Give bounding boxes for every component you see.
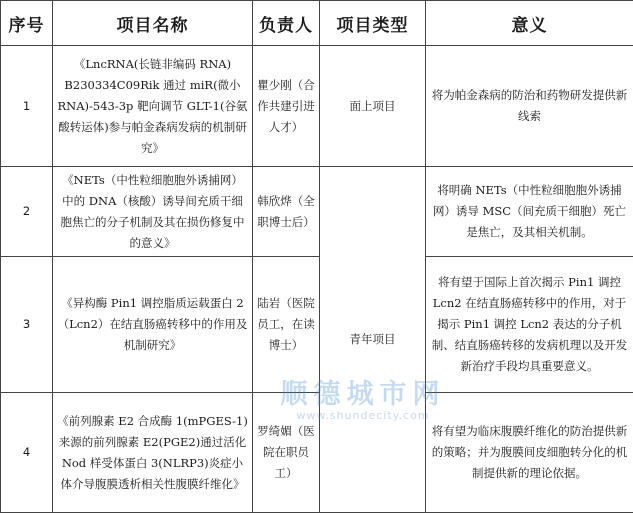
project-title: 《前列腺素 E2 合成酶 1(mPGES-1)来源的前列腺素 E2(PGE2)通过活化 Nod 样受体蛋白 3(NLRP3)炎症小体介导腹膜透析相关性腹膜纤维化》 [53, 393, 253, 513]
header-meaning: 意义 [426, 1, 633, 46]
project-owner: 瞿少刚（合作共建引进人才） [253, 46, 320, 167]
watermark-site-name: 顺德城市网 [258, 372, 468, 411]
project-owner: 陆岩（医院员工，在读博士） [253, 257, 320, 393]
table-header-row [1, 1, 633, 46]
table-row [1, 257, 633, 393]
project-meaning: 将明确 NETs（中性粒细胞胞外诱捕网）诱导 MSC（间充质干细胞）死亡是焦亡，及其相关机制。 [426, 167, 633, 257]
header-type: 项目类型 [320, 1, 426, 46]
header-title: 项目名称 [53, 1, 253, 46]
table-row [1, 393, 633, 513]
project-meaning: 将有望为临床腹膜纤维化的防治提供新的策略；并为腹膜间皮细胞转分化的机制提供新的理论依据。 [426, 393, 633, 513]
row-number: 2 [1, 167, 53, 257]
project-meaning: 将为帕金森病的防治和药物研发提供新线索 [426, 46, 633, 167]
table-row [1, 167, 633, 257]
header-owner: 负责人 [253, 1, 320, 46]
project-owner: 韩欣烨（全职博士后） [253, 167, 320, 257]
watermark-url: www.shundecity.com [258, 409, 468, 422]
project-meaning: 将有望于国际上首次揭示 Pin1 调控 Lcn2 在结直肠癌转移中的作用，对于揭示 Pin1 调控 Lcn2 表达的分子机制、结直肠癌转移的发病机理以及开发新治疗手段均具重要意义。 [426, 257, 633, 393]
table-row [1, 46, 633, 167]
project-owner: 罗绮媚（医院在职员工） [253, 393, 320, 513]
project-title: 《异构酶 Pin1 调控脂质运载蛋白 2（Lcn2）在结直肠癌转移中的作用及机制研究》 [53, 257, 253, 393]
project-title: 《NETs（中性粒细胞胞外诱捕网）中的 DNA（核酸）诱导间充质干细胞焦亡的分子机制及其在损伤修复中的意义》 [53, 167, 253, 257]
row-number: 3 [1, 257, 53, 393]
project-type: 面上项目 [320, 46, 426, 167]
header-no: 序号 [1, 1, 53, 46]
project-title: 《LncRNA(长链非编码 RNA) B230334C09Rik 通过 miR(微小 RNA)-543-3p 靶向调节 GLT-1(谷氨酸转运体)参与帕金森病发病的机制研究》 [53, 46, 253, 167]
row-number: 1 [1, 46, 53, 167]
row-number: 4 [1, 393, 53, 513]
project-type-merged: 青年项目 [320, 167, 426, 513]
